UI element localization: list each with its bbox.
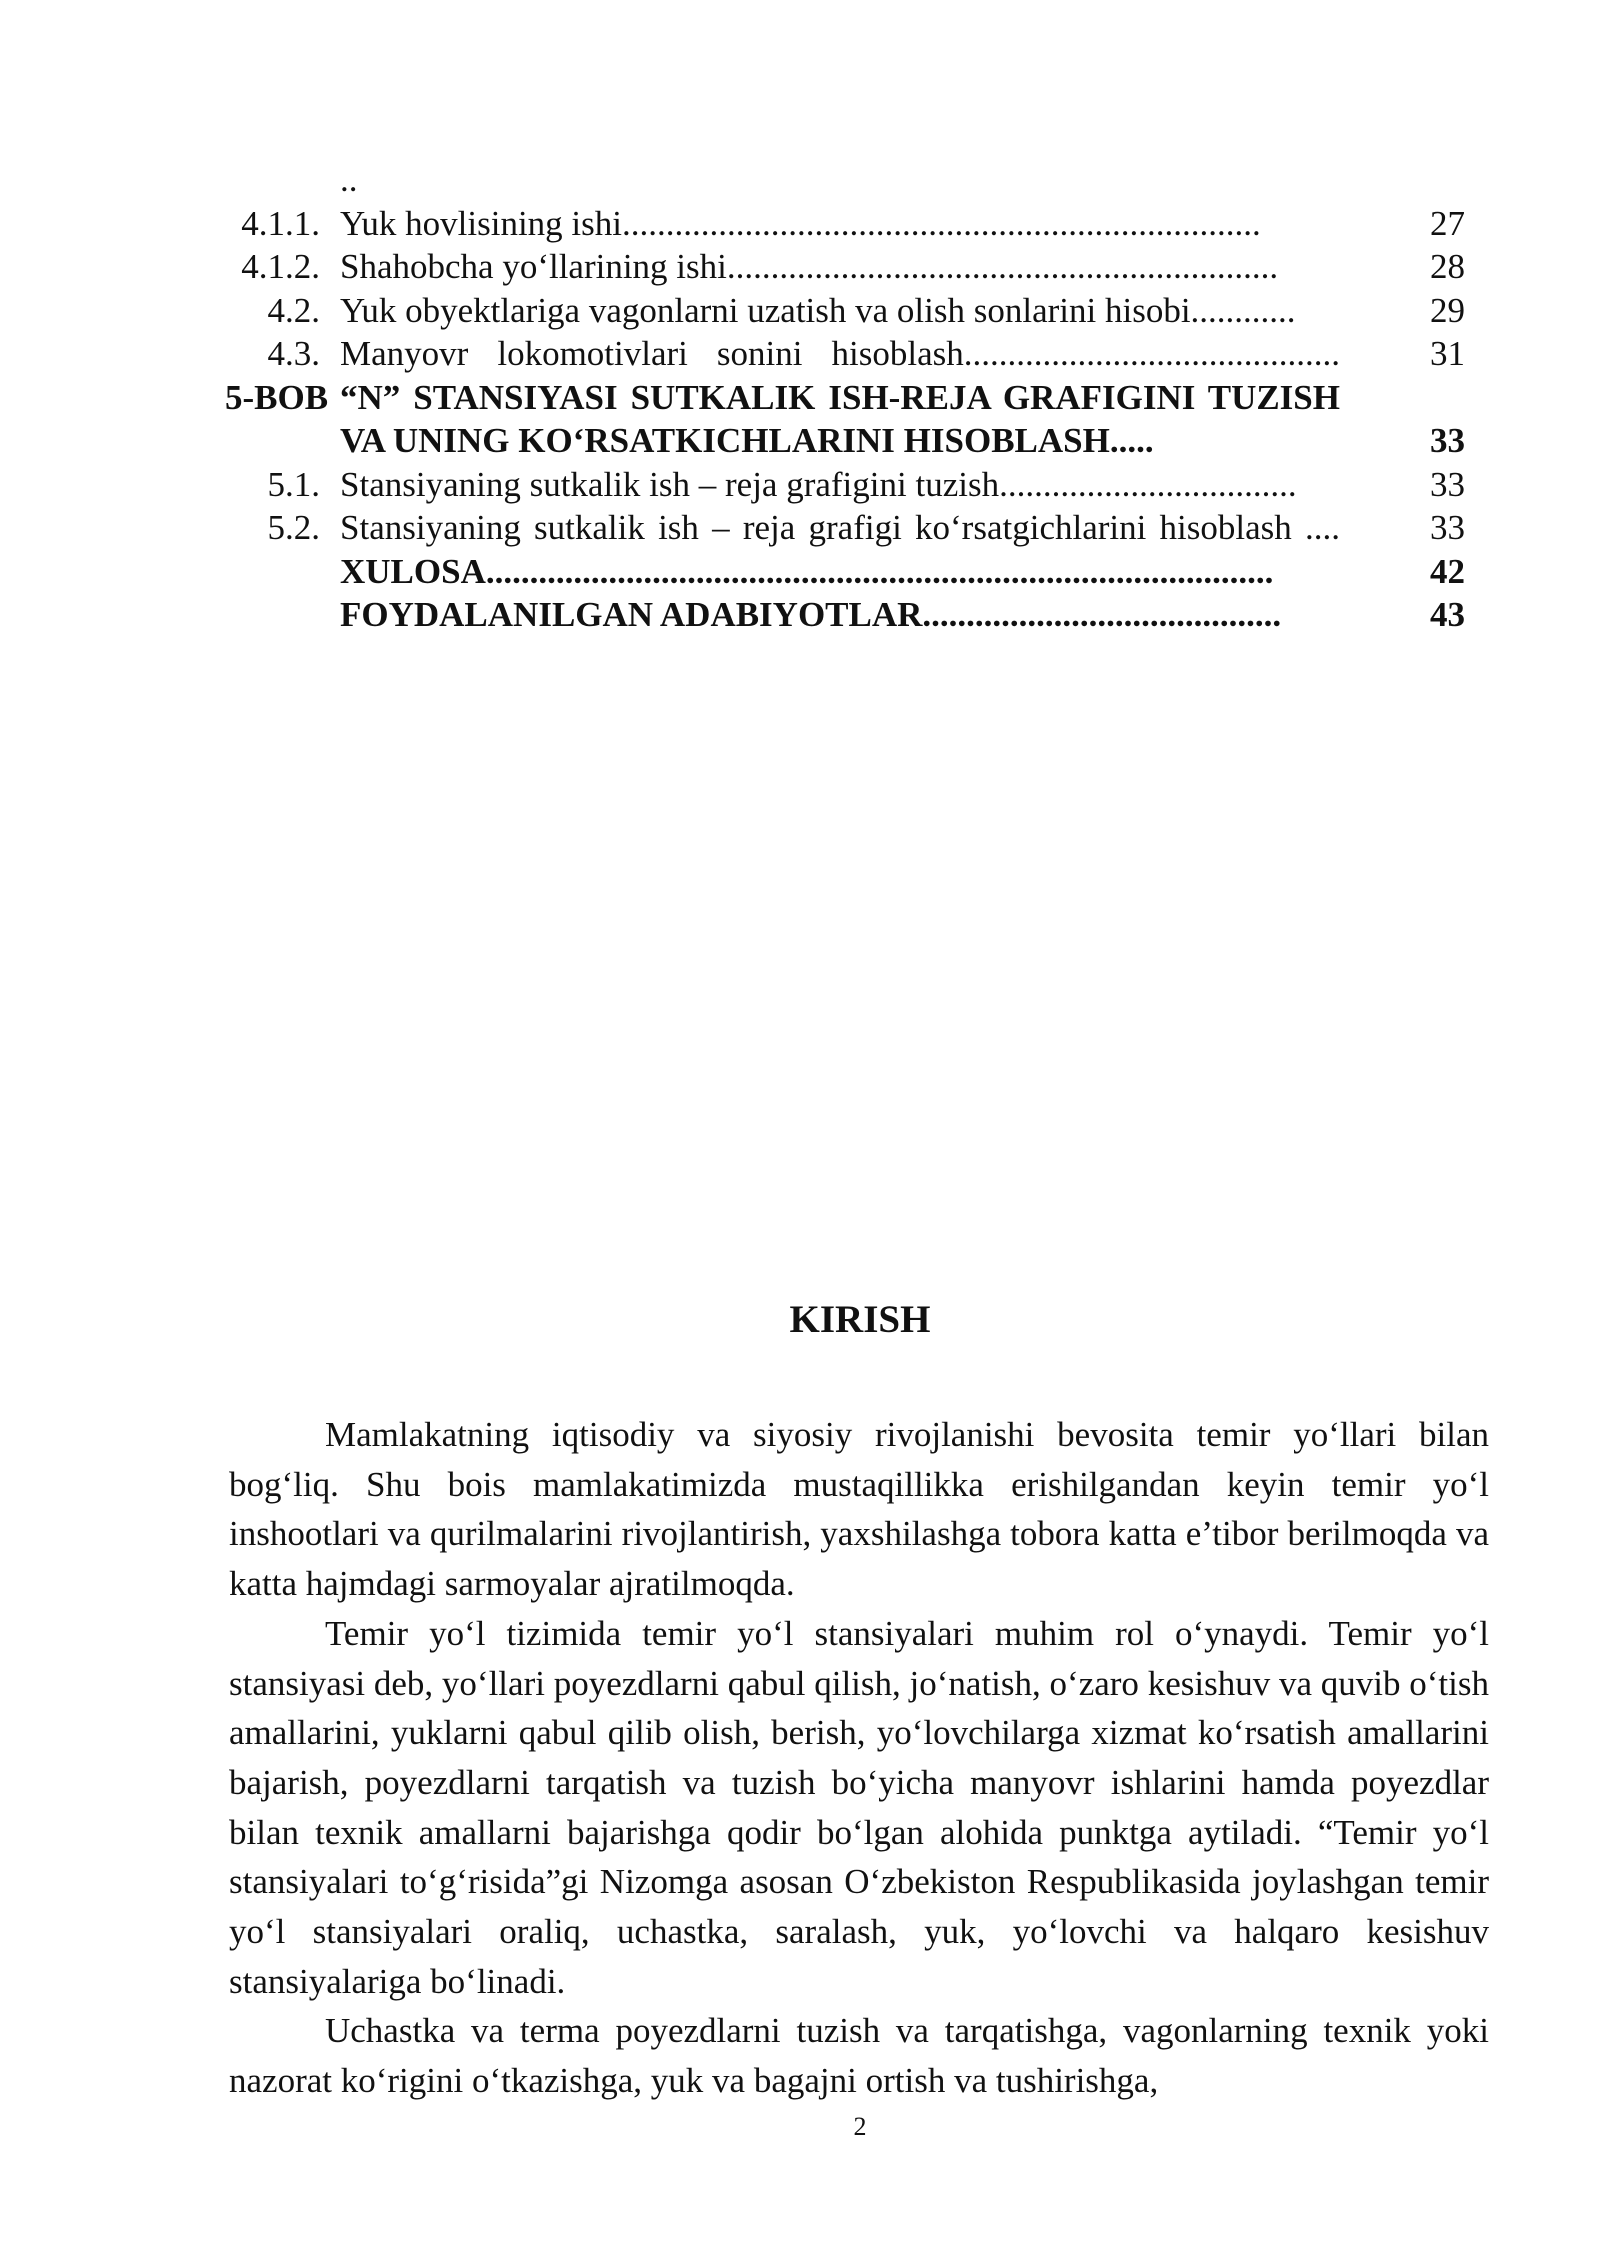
toc-entry-page: 27 [1430,203,1465,243]
paragraph: Temir yo‘l tizimida temir yo‘l stansiyalari muhim rol o‘ynaydi. Temir yo‘l stansiyasi deb, yo‘llari poyezdlarni qabul qilish, jo‘natish, o‘zaro kesishuv va quvib o‘tish amallarini, yuklarni qabul qilib olish, berish, yo‘lovchilarga xizmat ko‘rsatish amallarini bajarish, poyezdlarni tarqatish va tuzish bo‘yicha manyovr ishlarini hamda poyezdlar bilan texnik amallarni bajarishga qodir bo‘lgan alohida punktga aytiladi. “Temir yo‘l stansiyalari to‘g‘risida”gi Nizomga asosan O‘zbekiston Respublikasida joylashgan temir yo‘l stansiyalari oraliq, uchastka, saralash, yuk, yo‘lovchi va halqaro kesishuv stansiyalariga bo‘linadi. [229,1613,1489,2001]
page-number: 2 [853,2112,867,2141]
toc-entry-number: 4.2. [267,290,320,330]
body-text [229,1410,1489,2106]
toc-entry-4-3 [225,332,1465,376]
toc-entry-title: Stansiyaning sutkalik ish – reja grafigini tuzish.................................. [340,464,1297,504]
toc-entry-title: Shahobcha yo‘llarining ishi............................................................... [340,247,1279,286]
toc-entry-page: 29 [1430,290,1465,330]
toc-entry-number: 5-BOB [225,377,329,417]
toc-entry-5-bob [225,376,1465,463]
toc-lead-row [225,158,1465,202]
toc-entry-page: 42 [1430,551,1465,591]
toc-entry-4-2 [225,289,1465,333]
toc-entry-title: Yuk hovlisining ishi......................................................................... [340,203,1261,243]
toc-entry-title: Stansiyaning sutkalik ish – reja grafigi ko‘rsatgichlarini hisoblash .... [340,508,1340,547]
table-of-contents [225,158,1465,637]
section-heading: KIRISH [789,1298,931,1341]
toc-entry-number: 4.3. [267,334,320,373]
toc-entry-page: 43 [1430,595,1465,634]
toc-entry-adabiyotlar [225,593,1465,637]
toc-entry-5-1 [225,463,1465,507]
toc-entry-page: 31 [1430,334,1465,373]
toc-entry-number: 4.1.1. [241,203,320,243]
toc-entry-page: 33 [1430,464,1465,504]
toc-entry-title: XULOSA.......................................................................................... [340,551,1274,591]
toc-entry-number [225,593,340,637]
toc-entry-page: 28 [1430,247,1465,286]
toc-entry-number [225,550,340,594]
toc-entry-title: Manyovr lokomotivlari sonini hisoblash........................................... [340,334,1340,373]
toc-entry-page: 33 [1430,508,1465,547]
toc-lead-dots: .. [340,160,358,199]
paragraph: Uchastka va terma poyezdlarni tuzish va tarqatishga, vagonlarning texnik yoki nazorat ko‘rigini o‘tkazishga, yuk va bagajni ortish va tushirishga, [229,2011,1489,2101]
toc-entry-number: 4.1.2. [241,247,320,286]
toc-entry-5-2 [225,506,1465,550]
toc-entry-number: 5.2. [267,508,320,547]
toc-entry-number: 5.1. [267,464,320,504]
toc-entry-page: 33 [1430,421,1465,460]
toc-entry-xulosa [225,550,1465,594]
toc-entry-title: Yuk obyektlariga vagonlarni uzatish va olish sonlarini hisobi............ [340,290,1296,330]
toc-entry-4-1-1 [225,202,1465,246]
paragraph: Mamlakatning iqtisodiy va siyosiy rivojlanishi bevosita temir yo‘llari bilan bog‘liq. Shu bois mamlakatimizda mustaqillikka erishilgandan keyin temir yo‘l inshootlari va qurilmalarini rivojlantirish, yaxshilashga tobora katta e’tibor berilmoqda va katta hajmdagi sarmoyalar ajratilmoqda. [229,1415,1489,1604]
toc-entry-title: FOYDALANILGAN ADABIYOTLAR......................................... [340,595,1282,634]
toc-entry-title: “N” STANSIYASI SUTKALIK ISH-REJA GRAFIGINI TUZISH VA UNING KO‘RSATKICHLARINI HISOBLASH..... [340,377,1340,460]
toc-entry-4-1-2 [225,245,1465,289]
